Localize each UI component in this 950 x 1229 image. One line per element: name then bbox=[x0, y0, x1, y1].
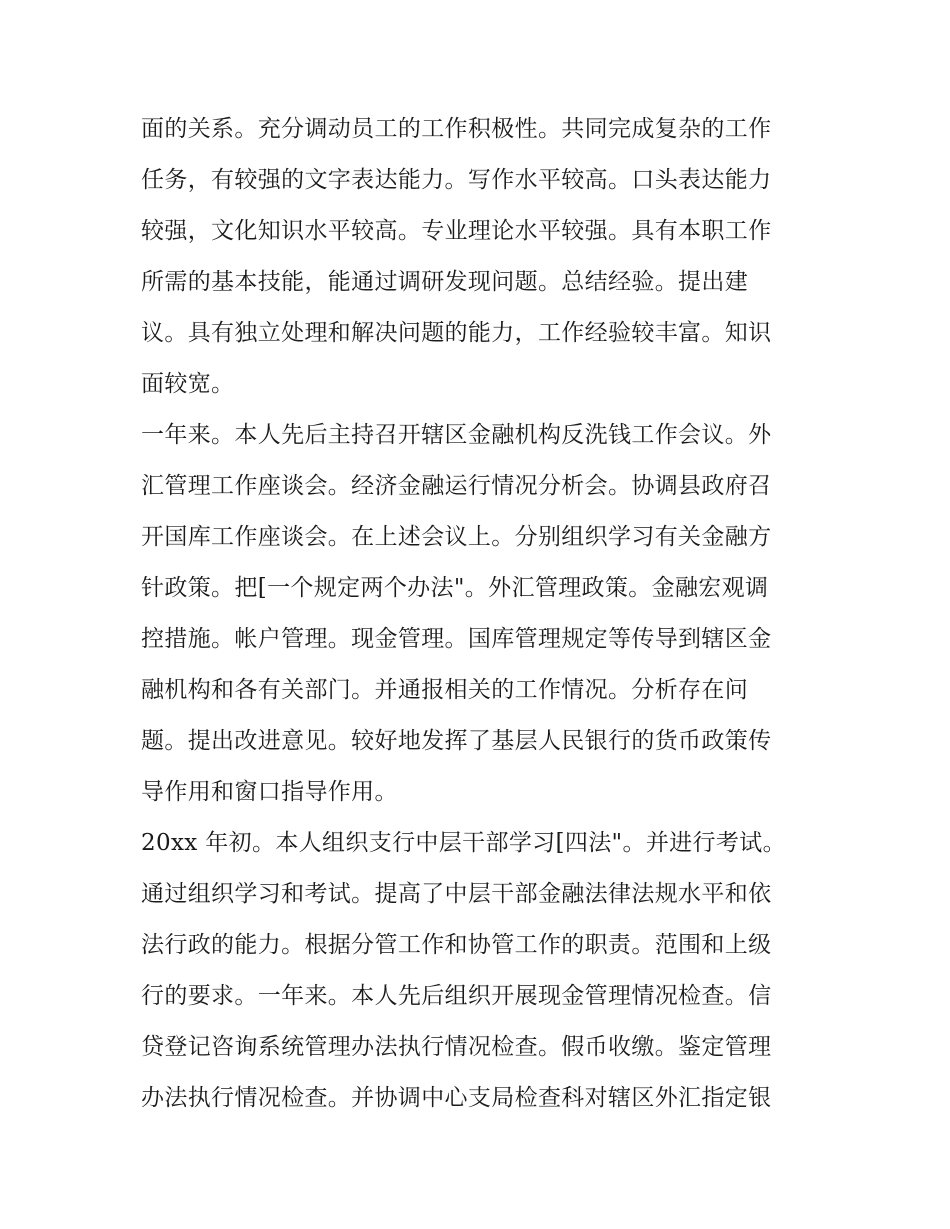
text-line: 一年来。本人先后主持召开辖区金融机构反洗钱工作会议。外 bbox=[141, 422, 772, 448]
text-line: 控措施。帐户管理。现金管理。国库管理规定等传导到辖区金 bbox=[141, 626, 772, 652]
text-line: 开国库工作座谈会。在上述会议上。分别组织学习有关金融方 bbox=[141, 524, 772, 550]
text-line: 针政策。把[一个规定两个办法"。外汇管理政策。金融宏观调 bbox=[141, 575, 769, 601]
text-line: 法行政的能力。根据分管工作和协管工作的职责。范围和上级 bbox=[141, 932, 772, 958]
text-line: 所需的基本技能，能通过调研发现问题。总结经验。提出建 bbox=[141, 269, 749, 295]
text-line: 融机构和各有关部门。并通报相关的工作情况。分析存在问 bbox=[141, 677, 749, 703]
text-line: 议。具有独立处理和解决问题的能力，工作经验较丰富。知识 bbox=[141, 320, 772, 346]
text-line: 面的关系。充分调动员工的工作积极性。共同完成复杂的工作 bbox=[141, 116, 772, 142]
text-line: 贷登记咨询系统管理办法执行情况检查。假币收缴。鉴定管理 bbox=[141, 1034, 772, 1060]
text-line: 较强，文化知识水平较高。专业理论水平较强。具有本职工作 bbox=[141, 218, 772, 244]
text-line: 办法执行情况检查。并协调中心支局检查科对辖区外汇指定银 bbox=[141, 1085, 772, 1111]
document-body bbox=[141, 104, 821, 1124]
text-line: 面较宽。 bbox=[141, 371, 235, 397]
text-line: 行的要求。一年来。本人先后组织开展现金管理情况检查。信 bbox=[141, 983, 772, 1009]
text-line: 题。提出改进意见。较好地发挥了基层人民银行的货币政策传 bbox=[141, 728, 772, 754]
text-line: 导作用和窗口指导作用。 bbox=[141, 779, 398, 805]
text-line: 汇管理工作座谈会。经济金融运行情况分析会。协调县政府召 bbox=[141, 473, 772, 499]
text-line: 通过组织学习和考试。提高了中层干部金融法律法规水平和依 bbox=[141, 881, 772, 907]
text-line: 20xx 年初。本人组织支行中层干部学习[四法"。并进行考试。 bbox=[141, 830, 786, 856]
text-line: 任务，有较强的文字表达能力。写作水平较高。口头表达能力 bbox=[141, 167, 772, 193]
